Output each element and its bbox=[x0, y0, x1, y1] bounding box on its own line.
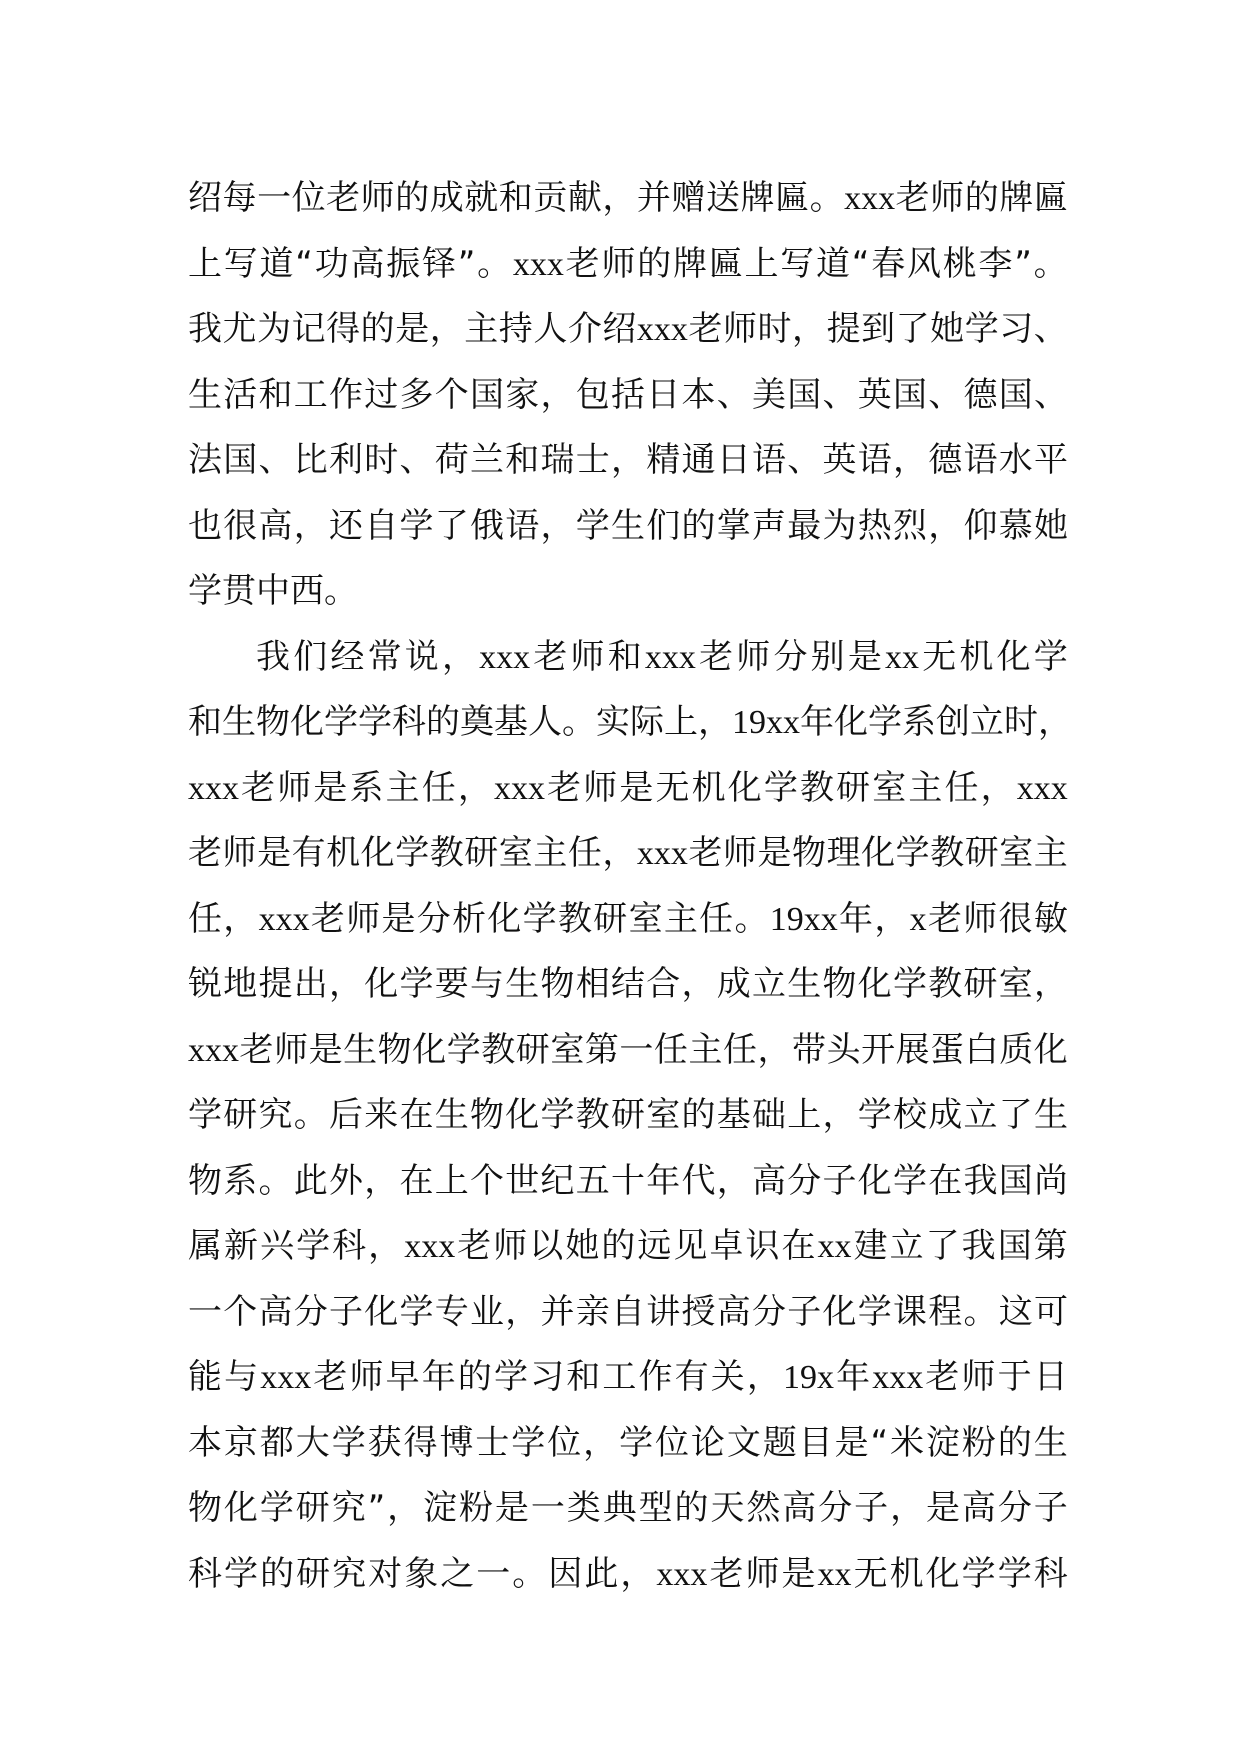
paragraph bbox=[188, 166, 1068, 625]
text-line: 能 与 xxx 老 师 早 年 的 学 习 和 工 作 有 关 ， 19x 年 xxx 老 师 于 日 bbox=[188, 1357, 1068, 1397]
text-line: 我 们 经 常 说 ， xxx 老 师 和 xxx 老 师 分 别 是 xx 无 机 化 学 bbox=[256, 636, 1068, 677]
text-line: 物 化 学 研 究 ” ， 淀 粉 是 一 类 典 型 的 天 然 高 分 子 ， 是 高 分 子 bbox=[188, 1488, 1068, 1528]
text-line: xxx 老 师 是 生 物 化 学 教 研 室 第 一 任 主 任 ， 带 头 开 展 蛋 白 质 化 bbox=[188, 1029, 1068, 1070]
text-line: 老 师 是 有 机 化 学 教 研 室 主 任 ， xxx 老 师 是 物 理 化 学 教 研 室 主 bbox=[188, 833, 1068, 873]
text-line: 绍 每 一 位 老 师 的 成 就 和 贡 献 ， 并 赠 送 牌 匾 。 xxx 老 师 的 牌 匾 bbox=[188, 178, 1068, 218]
text-line: 学 研 究 。 后 来 在 生 物 化 学 教 研 室 的 基 础 上 ， 学 校 成 立 了 生 bbox=[188, 1095, 1068, 1135]
text-line: xxx 老 师 是 系 主 任 ， xxx 老 师 是 无 机 化 学 教 研 室 主 任 ， xxx bbox=[188, 767, 1068, 808]
text-line: 锐 地 提 出 ， 化 学 要 与 生 物 相 结 合 ， 成 立 生 物 化 学 教 研 室 ， bbox=[188, 964, 1068, 1004]
text-line: 本 京 都 大 学 获 得 博 士 学 位 ， 学 位 论 文 题 目 是 “ 米 淀 粉 的 生 bbox=[188, 1422, 1068, 1463]
text-line: 和 生 物 化 学 学 科 的 奠 基 人 。 实 际 上 ， 19xx 年 化 学 系 创 立 时 ， bbox=[188, 702, 1072, 742]
text-line: 物 系 。 此 外 ， 在 上 个 世 纪 五 十 年 代 ， 高 分 子 化 学 在 我 国 尚 bbox=[188, 1160, 1068, 1201]
document-body bbox=[188, 166, 1072, 1607]
text-line: 法 国 、 比 利 时 、 荷 兰 和 瑞 士 ， 精 通 日 语 、 英 语 ， 德 语 水 平 bbox=[188, 440, 1068, 480]
text-line: 生 活 和 工 作 过 多 个 国 家 ， 包 括 日 本 、 美 国 、 英 国 、 德 国 、 bbox=[188, 374, 1068, 415]
text-line: 我 尤 为 记 得 的 是 ， 主 持 人 介 绍 xxx 老 师 时 ， 提 到 了 她 学 习 、 bbox=[188, 309, 1068, 349]
text-line: 属 新 兴 学 科 ， xxx 老 师 以 她 的 远 见 卓 识 在 xx 建 立 了 我 国 第 bbox=[188, 1226, 1068, 1266]
text-line: 一 个 高 分 子 化 学 专 业 ， 并 亲 自 讲 授 高 分 子 化 学 课 程 。 这 可 bbox=[188, 1291, 1068, 1332]
text-line: 上 写 道 “ 功 高 振 铎 ” 。 xxx 老 师 的 牌 匾 上 写 道 “ 春 风 桃 李 ” 。 bbox=[188, 243, 1068, 284]
text-line: 任 ， xxx 老 师 是 分 析 化 学 教 研 室 主 任 。 19xx 年 ， x 老 师 很 敏 bbox=[188, 898, 1068, 939]
text-line: 科 学 的 研 究 对 象 之 一 。 因 此 ， xxx 老 师 是 xx 无 机 化 学 学 科 bbox=[188, 1553, 1068, 1594]
paragraph bbox=[188, 625, 1072, 1608]
text-line: 也 很 高 ， 还 自 学 了 俄 语 ， 学 生 们 的 掌 声 最 为 热 烈 ， 仰 慕 她 bbox=[188, 505, 1068, 546]
text-line: 学贯中西。 bbox=[188, 571, 358, 611]
